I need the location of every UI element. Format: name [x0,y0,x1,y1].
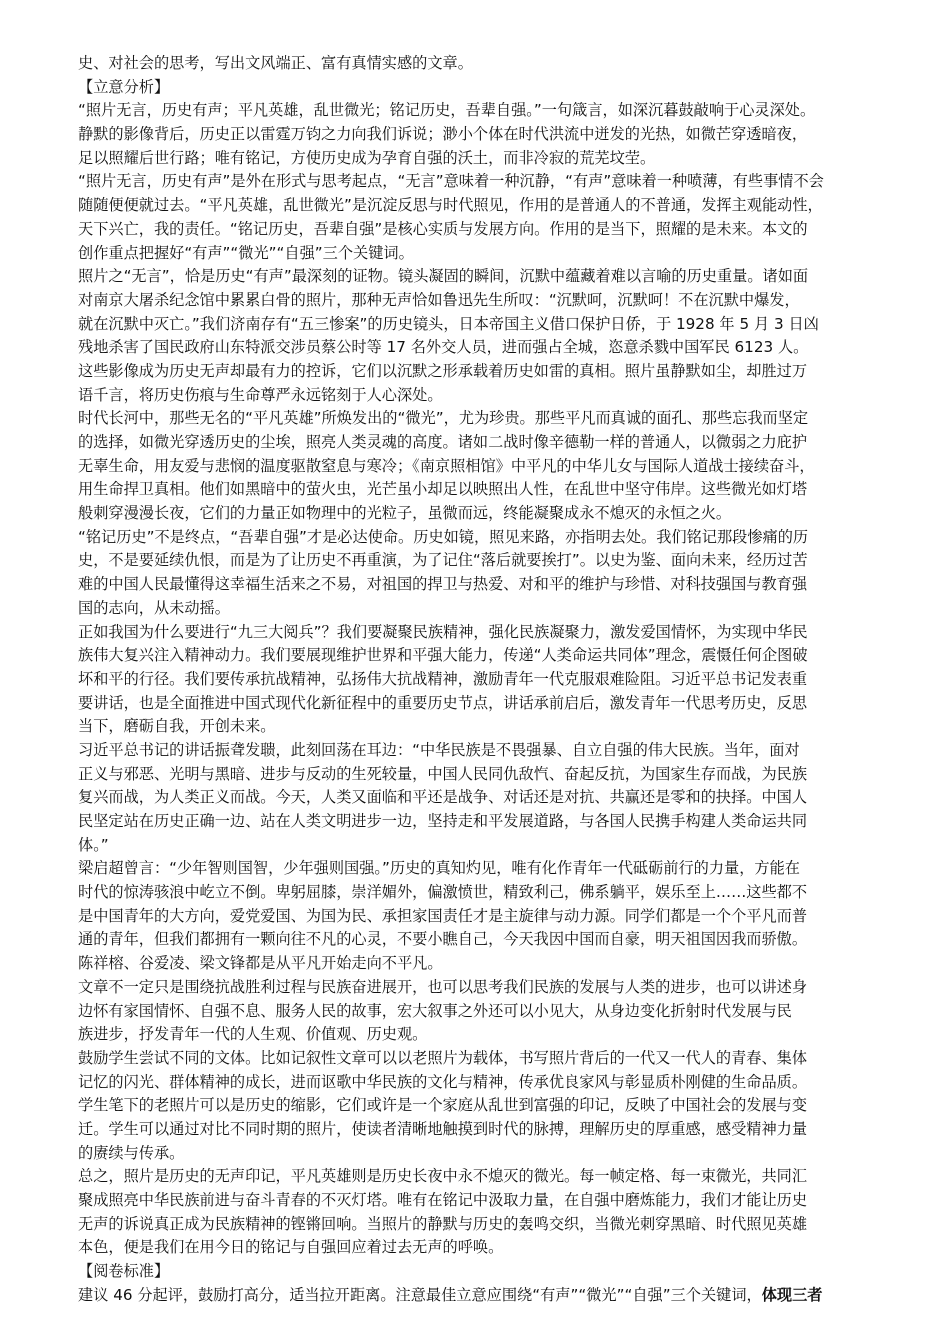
text-line: 总之，照片是历史的无声印记，平凡英雄则是历史长夜中永不熄灭的微光。每一帧定格、每一束微光，共同汇 [78,1167,807,1186]
text-line-bold: 体现三者 [761,1285,823,1304]
text-line: 就在沉默中灭亡。”我们济南存有“五三惨案”的历史镜头，日本帝国主义借口保护日侨，于 1928 年 5 月 3 日凶 [78,314,819,333]
text-line: 照片之“无言”，恰是历史“有声”最深刻的证物。镜头凝固的瞬间，沉默中蕴藏着难以言喻的历史重量。诸如面 [78,267,809,286]
text-line: 正如我国为什么要进行“九三大阅兵”？我们要凝聚民族精神，强化民族凝聚力，激发爱国情怀，为实现中华民 [78,622,808,641]
text-line: 足以照耀后世行路；唯有铭记，方使历史成为孕育自强的沃土，而非冷寂的荒芜坟茔。 [78,148,656,167]
text-line: 的赓续与传承。 [78,1143,185,1162]
text-line: 般刺穿漫漫长夜，它们的力量正如物理中的光粒子，虽微而远，终能凝聚成永不熄灭的永恒之火。 [78,504,732,523]
text-line: 聚成照亮中华民族前进与奋斗青春的不灭灯塔。唯有在铭记中汲取力量，在自强中磨炼能力，我们才能让历史 [78,1191,807,1209]
text-line: 通的青年，但我们都拥有一颗向往不凡的心灵，不要小瞧自己，今天我因中国而自豪，明天祖国因我而骄傲。 [78,930,807,949]
text-line: 鼓励学生尝试不同的文体。比如记叙性文章可以以老照片为载体，书写照片背后的一代又一代人的青春、集体 [78,1048,807,1067]
text-line: “照片无言，历史有声”是外在形式与思考起点，“无言”意味着一种沉静，“有声”意味着一种喷薄，有些事情不会 [78,172,824,191]
text-line: 的选择，如微光穿透历史的尘埃，照亮人类灵魂的高度。诸如二战时像辛德勒一样的普通人，以微弱之力庇护 [78,433,807,451]
text-line: 对南京大屠杀纪念馆中累累白骨的照片，那种无声恰如鲁迅先生所叹：“沉默呵，沉默呵！不在沉默中爆发， [78,290,800,309]
text-line: 本色，便是我们在用今日的铭记与自强回应着过去无声的呼唤。 [78,1238,504,1257]
text-line: 陈祥榕、谷爱凌、梁文锋都是从平凡开始走向不平凡。 [78,954,443,973]
text-line: 史，不是要延续仇恨，而是为了让历史不再重演，为了记住“落后就要挨打”。以史为鉴、面向未来，经历过苦 [78,551,808,570]
text-line: 民坚定站在历史正确一边、站在人类文明进步一边，坚持走和平发展道路，与各国人民携手构建人类命运共同 [78,812,807,830]
text-line: 学生笔下的老照片可以是历史的缩影，它们或许是一个家庭从乱世到富强的印记，反映了中国社会的发展与变 [78,1096,807,1115]
text-line: 体。” [78,835,109,854]
section-heading: 【阅卷标准】 [78,1262,170,1281]
text-line: 习近平总书记的讲话振聋发聩，此刻回荡在耳边：“中华民族是不畏强暴、自立自强的伟大民族。当年，面对 [78,740,800,759]
text-line-regular: 建议 46 分起评，鼓励打高分，适当拉开距离。注意最佳立意应围绕“有声”“微光”“自强”三个关键词， [78,1285,762,1304]
text-line [78,1284,878,1308]
text-line: 复兴而战，为人类正义而战。今天，人类又面临和平还是战争、对话还是对抗、共赢还是零和的抉择。中国人 [78,788,807,807]
section-heading: 【立意分析】 [78,77,170,96]
text-line: 创作重点把握好“有声”“微光”“自强”三个关键词。 [78,243,414,262]
text-line: 边怀有家国情怀、自强不息、服务人民的故事，宏大叙事之外还可以小见大，从身边变化折射时代发展与民 [78,1001,792,1020]
text-line: 无声的诉说真正成为民族精神的铿锵回响。当照片的静默与历史的轰鸣交织，当微光刺穿黑暗、时代照见英雄 [78,1214,807,1233]
text-line: 迁。学生可以通过对比不同时期的照片，使读者清晰地触摸到时代的脉搏，理解历史的厚重感，感受精神力量 [78,1119,807,1138]
text-line: 是中国青年的大方向，爱党爱国、为国为民、承担家国责任才是主旋律与动力源。同学们都是一个个平凡而普 [78,906,807,925]
text-line: 文章不一定只是围绕抗战胜利过程与民族奋进展开，也可以思考我们民族的发展与人类的进步，也可以讲述身 [78,977,807,996]
text-line: 正义与邪恶、光明与黑暗、进步与反动的生死较量，中国人民同仇敌忾、奋起反抗，为国家生存而战，为民族 [78,764,807,783]
text-line: 用生命捍卫真相。他们如黑暗中的萤火虫，光芒虽小却足以映照出人性，在乱世中坚守伟岸。这些微光如灯塔 [78,480,807,499]
text-line: 时代长河中，那些无名的“平凡英雄”所焕发出的“微光”，尤为珍贵。那些平凡而真诚的面孔、那些忘我而坚定 [78,409,809,428]
text-line: 族进步，抒发青年一代的人生观、价值观、历史观。 [78,1025,428,1044]
text-line: 静默的影像背后，历史正以雷霆万钧之力向我们诉说；渺小个体在时代洪流中迸发的光热，如微芒穿透暗夜， [78,125,807,144]
text-line: 时代的惊涛骇浪中屹立不倒。卑躬屈膝，崇洋媚外，偏激愤世，精致利己，佛系躺平，娱乐至上……这些都不 [78,883,807,902]
text-line: 族伟大复兴注入精神动力。我们要展现维护世界和平强大能力，传递“人类命运共同体”理念，震慑任何企图破 [78,646,808,665]
text-line: “铭记历史”不是终点，“吾辈自强”才是必达使命。历史如镜，照见来路，亦指明去处。我们铭记那段惨痛的历 [78,527,809,546]
text-line: 梁启超曾言：“少年智则国智，少年强则国强。”历史的真知灼见，唯有化作青年一代砥砺前行的力量，方能在 [78,859,800,878]
text-line: 这些影像成为历史无声却最有力的控诉，它们以沉默之形承载着历史如雷的真相。照片虽静默如尘，却胜过万 [78,361,807,380]
text-line: 难的中国人民最懂得这幸福生活来之不易，对祖国的捍卫与热爱、对和平的维护与珍惜、对科技强国与教育强 [78,575,807,594]
text-line: 要讲话，也是全面推进中国式现代化新征程中的重要历史节点，讲话承前启后，激发青年一代思考历史，反思 [78,693,807,712]
text-line: 坏和平的行径。我们要传承抗战精神，弘扬伟大抗战精神，激励青年一代克服艰难险阻。习近平总书记发表重 [78,669,807,688]
text-line: 无辜生命，用友爱与悲悯的温度驱散窒息与寒冷；《南京照相馆》中平凡的中华儿女与国际人道战士接续奋斗， [78,456,815,475]
text-line: 当下，磨砺自我，开创未来。 [78,717,276,736]
text-line: 残地杀害了国民政府山东特派交涉员蔡公时等 17 名外交人员，进而强占全城，恣意杀戮中国军民 6123 人。 [78,338,809,357]
text-line: 随随便便就过去。“平凡英雄，乱世微光”是沉淀反思与时代照见，作用的是普通人的不普通，发挥主观能动性， [78,196,823,215]
text-line: 语千言，将历史伤痕与生命尊严永远铭刻于人心深处。 [78,385,443,404]
text-line: 记忆的闪光、群体精神的成长，进而讴歌中华民族的文化与精神，传承优良家风与彰显质朴刚健的生命品质。 [78,1072,807,1091]
text-line: 史、对社会的思考，写出文风端正、富有真情实感的文章。 [78,54,473,72]
text-line: 国的志向，从未动摇。 [78,598,230,617]
text-line: 天下兴亡，我的责任。“铭记历史，吾辈自强”是核心实质与发展方向。作用的是当下，照耀的是未来。本文的 [78,219,808,238]
document-page [78,52,878,1307]
text-line: “照片无言，历史有声；平凡英雄，乱世微光；铭记历史，吾辈自强。”一句箴言，如深沉暮鼓敲响于心灵深处。 [78,101,816,120]
